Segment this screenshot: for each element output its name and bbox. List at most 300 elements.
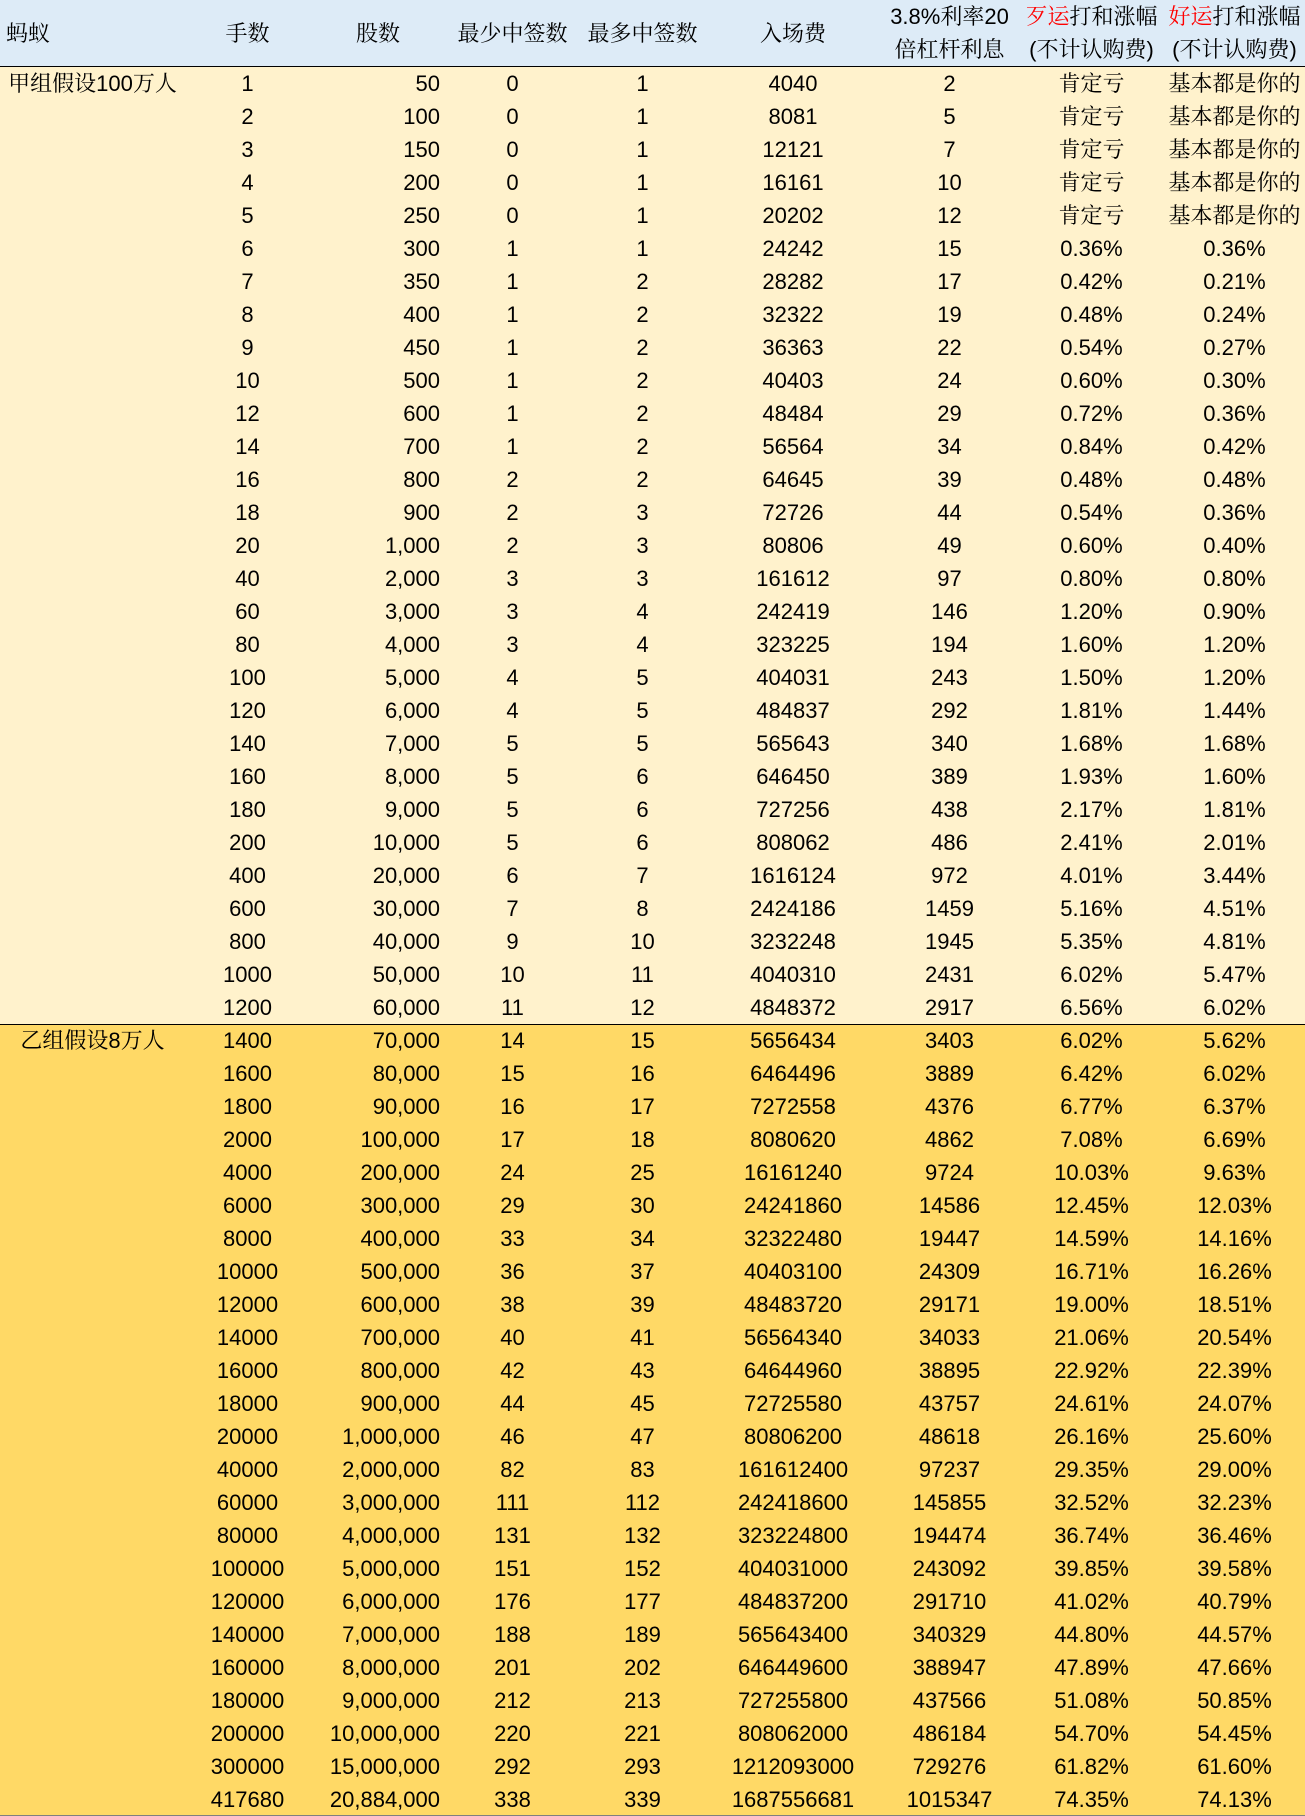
- cell-max-winning: 2: [636, 368, 649, 393]
- group-label-spacer: [0, 958, 185, 991]
- cell-leverage-interest: 2917: [925, 995, 974, 1020]
- cell-shares: 400,000: [360, 1226, 440, 1251]
- cell-leverage-interest: 5: [943, 104, 956, 129]
- cell-bad-luck-breakeven: 2.17%: [1060, 797, 1123, 822]
- header-min-winning-label: 最少中签数: [457, 20, 568, 46]
- cell-bad-luck-breakeven: 32.52%: [1054, 1490, 1129, 1515]
- cell-shares: 100,000: [360, 1127, 440, 1152]
- cell-leverage-interest: 4862: [925, 1127, 974, 1152]
- cell-shares: 2,000,000: [342, 1457, 440, 1482]
- cell-entry-fee: 565643400: [737, 1622, 849, 1647]
- header-min-winning: [446, 0, 579, 66]
- cell-shares: 450: [403, 335, 440, 360]
- cell-leverage-interest: 340: [931, 731, 968, 756]
- cell-leverage-interest: 2431: [925, 962, 974, 987]
- cell-min-winning: 1: [506, 401, 519, 426]
- cell-good-luck-breakeven: 50.85%: [1197, 1688, 1272, 1713]
- cell-leverage-interest: 7: [943, 137, 956, 162]
- cell-shares: 3,000: [384, 599, 440, 624]
- bad-luck-title-rest: 打和涨幅: [1069, 4, 1158, 29]
- cell-lots: 18000: [216, 1391, 279, 1416]
- cell-lots: 2000: [223, 1127, 272, 1152]
- cell-leverage-interest: 194: [931, 632, 968, 657]
- group-label-spacer: [0, 430, 185, 463]
- cell-min-winning: 24: [500, 1160, 525, 1185]
- cell-lots: 10000: [216, 1259, 279, 1284]
- cell-max-winning: 2: [636, 467, 649, 492]
- cell-min-winning: 3: [506, 599, 519, 624]
- cell-lots: 140: [229, 731, 266, 756]
- cell-shares: 80,000: [372, 1061, 440, 1086]
- cell-min-winning: 3: [506, 566, 519, 591]
- group-label-spacer: [0, 1189, 185, 1222]
- cell-lots: 40000: [216, 1457, 279, 1482]
- cell-max-winning: 15: [630, 1028, 655, 1053]
- cell-shares: 10,000: [372, 830, 440, 855]
- group-label-spacer: [0, 1387, 185, 1420]
- header-bad-luck-title: [1025, 0, 1157, 33]
- cell-good-luck-breakeven: 40.79%: [1197, 1589, 1272, 1614]
- cell-min-winning: 1: [506, 236, 519, 261]
- cell-entry-fee: 48484: [762, 401, 824, 426]
- cell-good-luck-breakeven: 32.23%: [1197, 1490, 1272, 1515]
- cell-leverage-interest: 1945: [925, 929, 974, 954]
- table-row: [0, 529, 1305, 562]
- cell-shares: 90,000: [372, 1094, 440, 1119]
- cell-min-winning: 46: [500, 1424, 525, 1449]
- cell-lots: 300000: [210, 1754, 285, 1779]
- cell-lots: 1600: [223, 1061, 272, 1086]
- cell-leverage-interest: 292: [931, 698, 968, 723]
- cell-max-winning: 83: [630, 1457, 655, 1482]
- table-row: [0, 562, 1305, 595]
- group-label-spacer: [0, 760, 185, 793]
- cell-lots: 7: [241, 269, 254, 294]
- cell-good-luck-breakeven: 0.30%: [1203, 368, 1266, 393]
- cell-lots: 14000: [216, 1325, 279, 1350]
- cell-entry-fee: 161612: [756, 566, 830, 591]
- table-row: [0, 1156, 1305, 1189]
- cell-good-luck-breakeven: 3.44%: [1203, 863, 1266, 888]
- cell-leverage-interest: 24309: [918, 1259, 981, 1284]
- cell-entry-fee: 64644960: [744, 1358, 842, 1383]
- cell-entry-fee: 20202: [762, 203, 824, 228]
- cell-shares: 350: [403, 269, 440, 294]
- cell-entry-fee: 646450: [756, 764, 830, 789]
- cell-shares: 100: [403, 104, 440, 129]
- group-label-spacer: [0, 1057, 185, 1090]
- cell-entry-fee: 32322480: [744, 1226, 842, 1251]
- cell-min-winning: 4: [506, 665, 519, 690]
- table-row: [0, 1552, 1305, 1585]
- cell-min-winning: 36: [500, 1259, 525, 1284]
- group-label-spacer: [0, 1651, 185, 1684]
- table-row: [0, 892, 1305, 925]
- cell-max-winning: 16: [630, 1061, 655, 1086]
- header-entry-fee-label: 入场费: [759, 20, 826, 46]
- group-label: 甲组假设100万人: [8, 71, 177, 96]
- cell-bad-luck-breakeven: 0.48%: [1060, 302, 1123, 327]
- cell-min-winning: 1: [506, 434, 519, 459]
- table-row: [0, 1783, 1305, 1816]
- cell-max-winning: 2: [636, 335, 649, 360]
- cell-leverage-interest: 729276: [912, 1754, 987, 1779]
- cell-shares: 200,000: [360, 1160, 440, 1185]
- cell-bad-luck-breakeven: 肯定亏: [1058, 170, 1125, 195]
- cell-entry-fee: 727256: [756, 797, 830, 822]
- cell-max-winning: 7: [636, 863, 649, 888]
- cell-bad-luck-breakeven: 5.16%: [1060, 896, 1123, 921]
- cell-bad-luck-breakeven: 61.82%: [1054, 1754, 1129, 1779]
- cell-max-winning: 6: [636, 764, 649, 789]
- cell-lots: 400: [229, 863, 266, 888]
- group-label-spacer: [0, 1420, 185, 1453]
- cell-shares: 400: [403, 302, 440, 327]
- cell-leverage-interest: 194474: [912, 1523, 987, 1548]
- cell-shares: 2,000: [384, 566, 440, 591]
- cell-leverage-interest: 438: [931, 797, 968, 822]
- cell-good-luck-breakeven: 基本都是你的: [1168, 203, 1301, 228]
- cell-min-winning: 6: [506, 863, 519, 888]
- cell-lots: 1000: [223, 962, 272, 987]
- cell-lots: 8: [241, 302, 254, 327]
- cell-leverage-interest: 486184: [912, 1721, 987, 1746]
- table-row: [0, 661, 1305, 694]
- cell-min-winning: 29: [500, 1193, 525, 1218]
- cell-bad-luck-breakeven: 0.54%: [1060, 500, 1123, 525]
- cell-max-winning: 2: [636, 269, 649, 294]
- cell-lots: 1: [241, 71, 254, 96]
- cell-shares: 900: [403, 500, 440, 525]
- cell-lots: 180000: [210, 1688, 285, 1713]
- group-label-spacer: [0, 562, 185, 595]
- cell-good-luck-breakeven: 基本都是你的: [1168, 170, 1301, 195]
- cell-bad-luck-breakeven: 5.35%: [1060, 929, 1123, 954]
- cell-entry-fee: 808062000: [737, 1721, 849, 1746]
- table-row: [0, 1651, 1305, 1684]
- cell-entry-fee: 4040310: [750, 962, 836, 987]
- cell-shares: 1,000: [384, 533, 440, 558]
- table-row: [0, 859, 1305, 892]
- cell-lots: 1200: [223, 995, 272, 1020]
- cell-bad-luck-breakeven: 肯定亏: [1058, 104, 1125, 129]
- cell-shares: 500,000: [360, 1259, 440, 1284]
- cell-lots: 80000: [216, 1523, 279, 1548]
- cell-bad-luck-breakeven: 肯定亏: [1058, 137, 1125, 162]
- cell-shares: 50,000: [372, 962, 440, 987]
- cell-entry-fee: 404031000: [737, 1556, 849, 1581]
- cell-max-winning: 3: [636, 566, 649, 591]
- group-a: [0, 67, 1305, 1024]
- cell-leverage-interest: 1459: [925, 896, 974, 921]
- group-label-spacer: [0, 1552, 185, 1585]
- table-row: [0, 826, 1305, 859]
- cell-entry-fee: 28282: [762, 269, 824, 294]
- cell-leverage-interest: 437566: [912, 1688, 987, 1713]
- cell-max-winning: 132: [624, 1523, 661, 1548]
- group-label-spacer: [0, 1255, 185, 1288]
- cell-entry-fee: 1616124: [750, 863, 836, 888]
- cell-shares: 4,000,000: [342, 1523, 440, 1548]
- cell-min-winning: 2: [506, 533, 519, 558]
- cell-lots: 4000: [223, 1160, 272, 1185]
- cell-entry-fee: 80806: [762, 533, 824, 558]
- cell-bad-luck-breakeven: 47.89%: [1054, 1655, 1129, 1680]
- cell-good-luck-breakeven: 0.90%: [1203, 599, 1266, 624]
- group-label-spacer: [0, 727, 185, 760]
- cell-shares: 7,000: [384, 731, 440, 756]
- cell-min-winning: 15: [500, 1061, 525, 1086]
- header-leverage-interest-line2: 倍杠杆利息: [894, 37, 1005, 62]
- cell-good-luck-breakeven: 0.27%: [1203, 335, 1266, 360]
- cell-bad-luck-breakeven: 6.02%: [1060, 1028, 1123, 1053]
- cell-max-winning: 3: [636, 500, 649, 525]
- cell-lots: 120: [229, 698, 266, 723]
- cell-good-luck-breakeven: 基本都是你的: [1168, 104, 1301, 129]
- cell-min-winning: 5: [506, 731, 519, 756]
- group-label-spacer: [0, 1585, 185, 1618]
- table-row: [0, 331, 1305, 364]
- cell-shares: 9,000,000: [342, 1688, 440, 1713]
- cell-good-luck-breakeven: 29.00%: [1197, 1457, 1272, 1482]
- table-row: [0, 166, 1305, 199]
- cell-lots: 60: [235, 599, 260, 624]
- cell-good-luck-breakeven: 4.81%: [1203, 929, 1266, 954]
- cell-min-winning: 338: [494, 1787, 531, 1812]
- cell-lots: 12: [235, 401, 260, 426]
- cell-min-winning: 10: [500, 962, 525, 987]
- table-row: [0, 67, 1305, 100]
- cell-min-winning: 33: [500, 1226, 525, 1251]
- cell-lots: 2: [241, 104, 254, 129]
- cell-leverage-interest: 12: [937, 203, 962, 228]
- cell-max-winning: 1: [636, 203, 649, 228]
- cell-good-luck-breakeven: 4.51%: [1203, 896, 1266, 921]
- cell-good-luck-breakeven: 2.01%: [1203, 830, 1266, 855]
- cell-entry-fee: 48483720: [744, 1292, 842, 1317]
- cell-good-luck-breakeven: 0.36%: [1203, 500, 1266, 525]
- cell-min-winning: 1: [506, 269, 519, 294]
- cell-min-winning: 212: [494, 1688, 531, 1713]
- cell-shares: 800,000: [360, 1358, 440, 1383]
- cell-max-winning: 202: [624, 1655, 661, 1680]
- cell-leverage-interest: 34: [937, 434, 962, 459]
- table-row: [0, 1750, 1305, 1783]
- cell-entry-fee: 24242: [762, 236, 824, 261]
- table-row: [0, 430, 1305, 463]
- cell-shares: 20,884,000: [329, 1787, 440, 1812]
- cell-good-luck-breakeven: 1.20%: [1203, 632, 1266, 657]
- group-label-spacer: [0, 1750, 185, 1783]
- cell-leverage-interest: 1015347: [906, 1787, 993, 1812]
- cell-shares: 8,000,000: [342, 1655, 440, 1680]
- cell-good-luck-breakeven: 25.60%: [1197, 1424, 1272, 1449]
- cell-leverage-interest: 243: [931, 665, 968, 690]
- cell-leverage-interest: 340329: [912, 1622, 987, 1647]
- cell-leverage-interest: 4376: [925, 1094, 974, 1119]
- header-lots: [185, 0, 310, 66]
- cell-good-luck-breakeven: 5.47%: [1203, 962, 1266, 987]
- cell-max-winning: 1: [636, 137, 649, 162]
- cell-max-winning: 5: [636, 731, 649, 756]
- cell-bad-luck-breakeven: 7.08%: [1060, 1127, 1123, 1152]
- group-label-spacer: [0, 166, 185, 199]
- group-label-spacer: [0, 1519, 185, 1552]
- cell-bad-luck-breakeven: 74.35%: [1054, 1787, 1129, 1812]
- cell-lots: 200: [229, 830, 266, 855]
- cell-shares: 6,000: [384, 698, 440, 723]
- cell-shares: 70,000: [372, 1028, 440, 1053]
- table-row: [0, 1222, 1305, 1255]
- cell-bad-luck-breakeven: 19.00%: [1054, 1292, 1129, 1317]
- table-row: [0, 1057, 1305, 1090]
- cell-bad-luck-breakeven: 51.08%: [1054, 1688, 1129, 1713]
- cell-bad-luck-breakeven: 36.74%: [1054, 1523, 1129, 1548]
- table-row: [0, 1387, 1305, 1420]
- cell-bad-luck-breakeven: 1.81%: [1060, 698, 1123, 723]
- cell-min-winning: 0: [506, 203, 519, 228]
- cell-bad-luck-breakeven: 0.60%: [1060, 533, 1123, 558]
- cell-shares: 4,000: [384, 632, 440, 657]
- header-bad-luck-note: (不计认购费): [1029, 37, 1154, 62]
- group-label-spacer: [0, 463, 185, 496]
- table-row: [0, 1189, 1305, 1222]
- good-luck-highlight: 好运: [1168, 4, 1213, 29]
- cell-entry-fee: 16161: [762, 170, 824, 195]
- cell-good-luck-breakeven: 54.45%: [1197, 1721, 1272, 1746]
- cell-min-winning: 2: [506, 500, 519, 525]
- table-row: [0, 1354, 1305, 1387]
- cell-min-winning: 220: [494, 1721, 531, 1746]
- cell-bad-luck-breakeven: 0.84%: [1060, 434, 1123, 459]
- cell-good-luck-breakeven: 12.03%: [1197, 1193, 1272, 1218]
- cell-good-luck-breakeven: 6.02%: [1203, 1061, 1266, 1086]
- cell-shares: 9,000: [384, 797, 440, 822]
- cell-max-winning: 39: [630, 1292, 655, 1317]
- cell-entry-fee: 5656434: [750, 1028, 836, 1053]
- table-row: [0, 496, 1305, 529]
- cell-shares: 800: [403, 467, 440, 492]
- cell-good-luck-breakeven: 0.42%: [1203, 434, 1266, 459]
- cell-leverage-interest: 14586: [918, 1193, 981, 1218]
- cell-bad-luck-breakeven: 14.59%: [1054, 1226, 1129, 1251]
- group-label-spacer: [0, 892, 185, 925]
- header-ant: [0, 0, 185, 66]
- cell-entry-fee: 646449600: [737, 1655, 849, 1680]
- cell-bad-luck-breakeven: 1.93%: [1060, 764, 1123, 789]
- cell-lots: 160000: [210, 1655, 285, 1680]
- cell-good-luck-breakeven: 1.81%: [1203, 797, 1266, 822]
- table-body: [0, 67, 1305, 1816]
- cell-bad-luck-breakeven: 0.36%: [1060, 236, 1123, 261]
- cell-lots: 60000: [216, 1490, 279, 1515]
- group-label-spacer: [0, 199, 185, 232]
- cell-entry-fee: 72725580: [744, 1391, 842, 1416]
- cell-leverage-interest: 291710: [912, 1589, 987, 1614]
- cell-min-winning: 176: [494, 1589, 531, 1614]
- cell-leverage-interest: 9724: [925, 1160, 974, 1185]
- cell-shares: 5,000,000: [342, 1556, 440, 1581]
- cell-leverage-interest: 15: [937, 236, 962, 261]
- cell-lots: 120000: [210, 1589, 285, 1614]
- cell-entry-fee: 56564340: [744, 1325, 842, 1350]
- cell-lots: 6000: [223, 1193, 272, 1218]
- cell-shares: 700,000: [360, 1325, 440, 1350]
- cell-max-winning: 1: [636, 170, 649, 195]
- cell-entry-fee: 40403100: [744, 1259, 842, 1284]
- group-label-spacer: [0, 1090, 185, 1123]
- cell-good-luck-breakeven: 0.80%: [1203, 566, 1266, 591]
- cell-lots: 20000: [216, 1424, 279, 1449]
- cell-shares: 300,000: [360, 1193, 440, 1218]
- cell-bad-luck-breakeven: 26.16%: [1054, 1424, 1129, 1449]
- cell-min-winning: 82: [500, 1457, 525, 1482]
- cell-good-luck-breakeven: 61.60%: [1197, 1754, 1272, 1779]
- cell-max-winning: 6: [636, 797, 649, 822]
- table-row: [0, 1090, 1305, 1123]
- cell-entry-fee: 161612400: [737, 1457, 849, 1482]
- cell-max-winning: 30: [630, 1193, 655, 1218]
- table-row: [0, 1453, 1305, 1486]
- cell-shares: 1,000,000: [342, 1424, 440, 1449]
- cell-max-winning: 41: [630, 1325, 655, 1350]
- group-label-spacer: [0, 298, 185, 331]
- group-label-spacer: [0, 1717, 185, 1750]
- cell-shares: 600: [403, 401, 440, 426]
- cell-min-winning: 40: [500, 1325, 525, 1350]
- cell-min-winning: 0: [506, 137, 519, 162]
- cell-leverage-interest: 19: [937, 302, 962, 327]
- group-label-spacer: [0, 793, 185, 826]
- cell-good-luck-breakeven: 74.13%: [1197, 1787, 1272, 1812]
- cell-max-winning: 2: [636, 434, 649, 459]
- header-max-winning-label: 最多中签数: [587, 20, 698, 46]
- cell-good-luck-breakeven: 14.16%: [1197, 1226, 1272, 1251]
- cell-lots: 100000: [210, 1556, 285, 1581]
- cell-shares: 6,000,000: [342, 1589, 440, 1614]
- cell-max-winning: 37: [630, 1259, 655, 1284]
- cell-min-winning: 11: [501, 995, 524, 1020]
- table-row: [0, 1321, 1305, 1354]
- cell-lots: 6: [241, 236, 254, 261]
- table-row: [0, 628, 1305, 661]
- cell-min-winning: 7: [506, 896, 519, 921]
- group-label-spacer: [0, 1156, 185, 1189]
- group-label-spacer: [0, 1486, 185, 1519]
- cell-max-winning: 11: [631, 962, 654, 987]
- cell-entry-fee: 24241860: [744, 1193, 842, 1218]
- cell-min-winning: 0: [506, 104, 519, 129]
- cell-entry-fee: 4848372: [750, 995, 836, 1020]
- cell-bad-luck-breakeven: 6.56%: [1060, 995, 1123, 1020]
- group-label-spacer: [0, 232, 185, 265]
- table-row: [0, 727, 1305, 760]
- cell-min-winning: 201: [494, 1655, 531, 1680]
- cell-lots: 180: [229, 797, 266, 822]
- cell-shares: 8,000: [384, 764, 440, 789]
- cell-min-winning: 131: [494, 1523, 531, 1548]
- cell-max-winning: 5: [636, 665, 649, 690]
- cell-shares: 700: [403, 434, 440, 459]
- cell-min-winning: 1: [506, 302, 519, 327]
- cell-min-winning: 151: [494, 1556, 531, 1581]
- table-row: [0, 265, 1305, 298]
- cell-leverage-interest: 3403: [925, 1028, 974, 1053]
- cell-bad-luck-breakeven: 0.48%: [1060, 467, 1123, 492]
- cell-max-winning: 177: [624, 1589, 661, 1614]
- cell-min-winning: 292: [494, 1754, 531, 1779]
- cell-shares: 7,000,000: [342, 1622, 440, 1647]
